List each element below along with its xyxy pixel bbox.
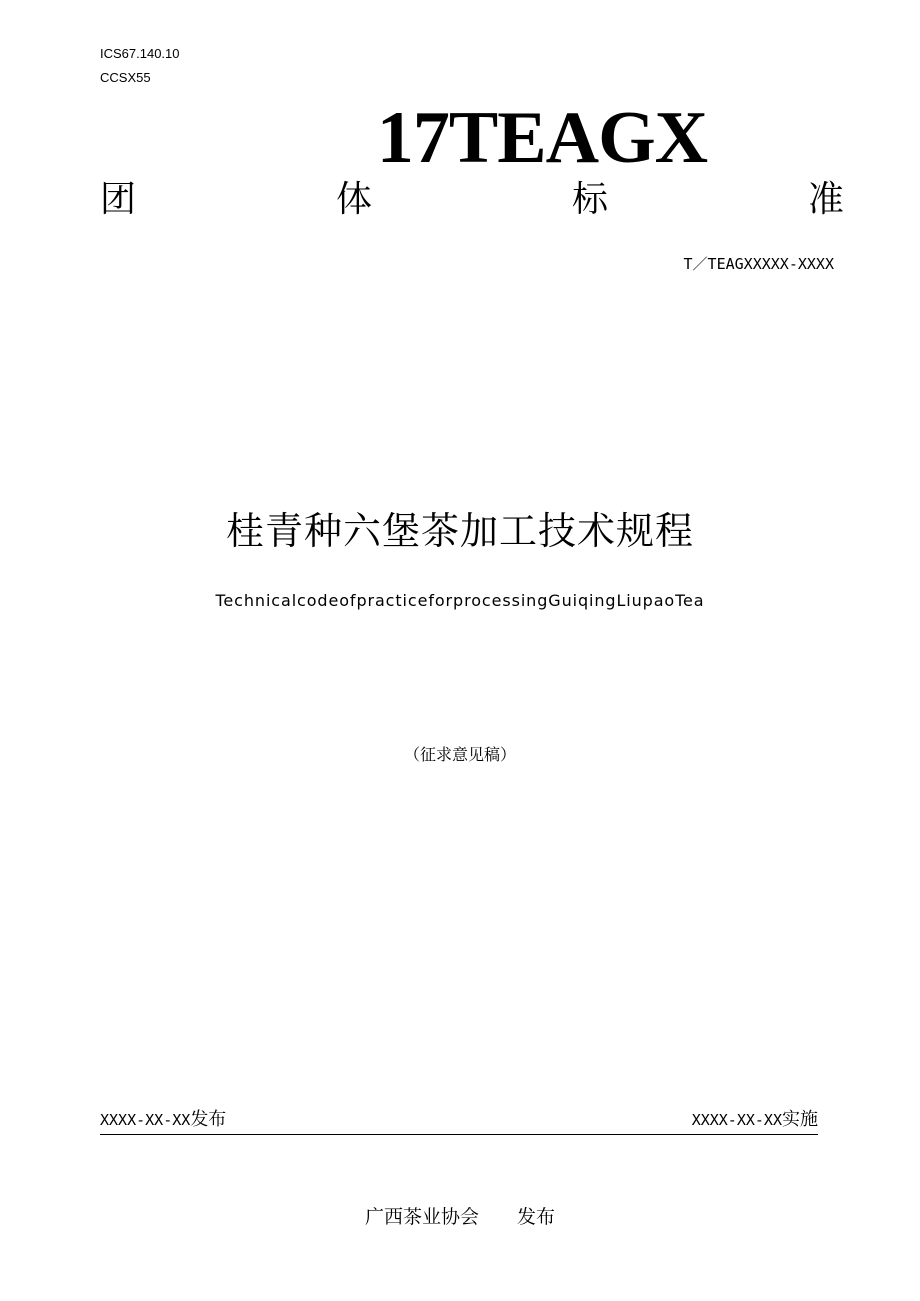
draft-status-note: （征求意见稿） — [403, 745, 516, 764]
effective-date-value: XXXX-XX-XX — [691, 1111, 782, 1129]
publisher-name: 广西茶业协会 — [364, 1206, 479, 1228]
document-title-chinese: 桂青种六堡茶加工技术规程 — [225, 509, 694, 553]
publisher-publish-label: 发布 — [517, 1206, 556, 1228]
effective-date-suffix: 实施 — [782, 1109, 818, 1130]
standard-logo-text: 17TEAGX — [376, 97, 708, 179]
publish-date-suffix: 发布 — [190, 1109, 227, 1130]
standard-type-char: 标 — [571, 179, 608, 220]
document-title-english: TechnicalcodeofpracticeforprocessingGuiqingLiupaoTea — [215, 591, 705, 610]
publisher-line — [0, 1204, 920, 1230]
date-row — [100, 1108, 818, 1135]
effective-date-label — [692, 1108, 818, 1132]
standard-type-char: 体 — [335, 179, 372, 220]
standard-type-char: 准 — [807, 179, 844, 220]
standard-type-heading — [100, 178, 844, 222]
publish-date-value: XXXX-XX-XX — [100, 1111, 191, 1129]
ccs-code: CCSX55 — [100, 70, 151, 85]
standard-type-char: 团 — [100, 179, 137, 220]
publish-date-label — [100, 1108, 226, 1132]
ics-code: ICS67.140.10 — [100, 46, 180, 61]
standard-number: T／TEAGXXXXX-XXXX — [683, 255, 834, 273]
